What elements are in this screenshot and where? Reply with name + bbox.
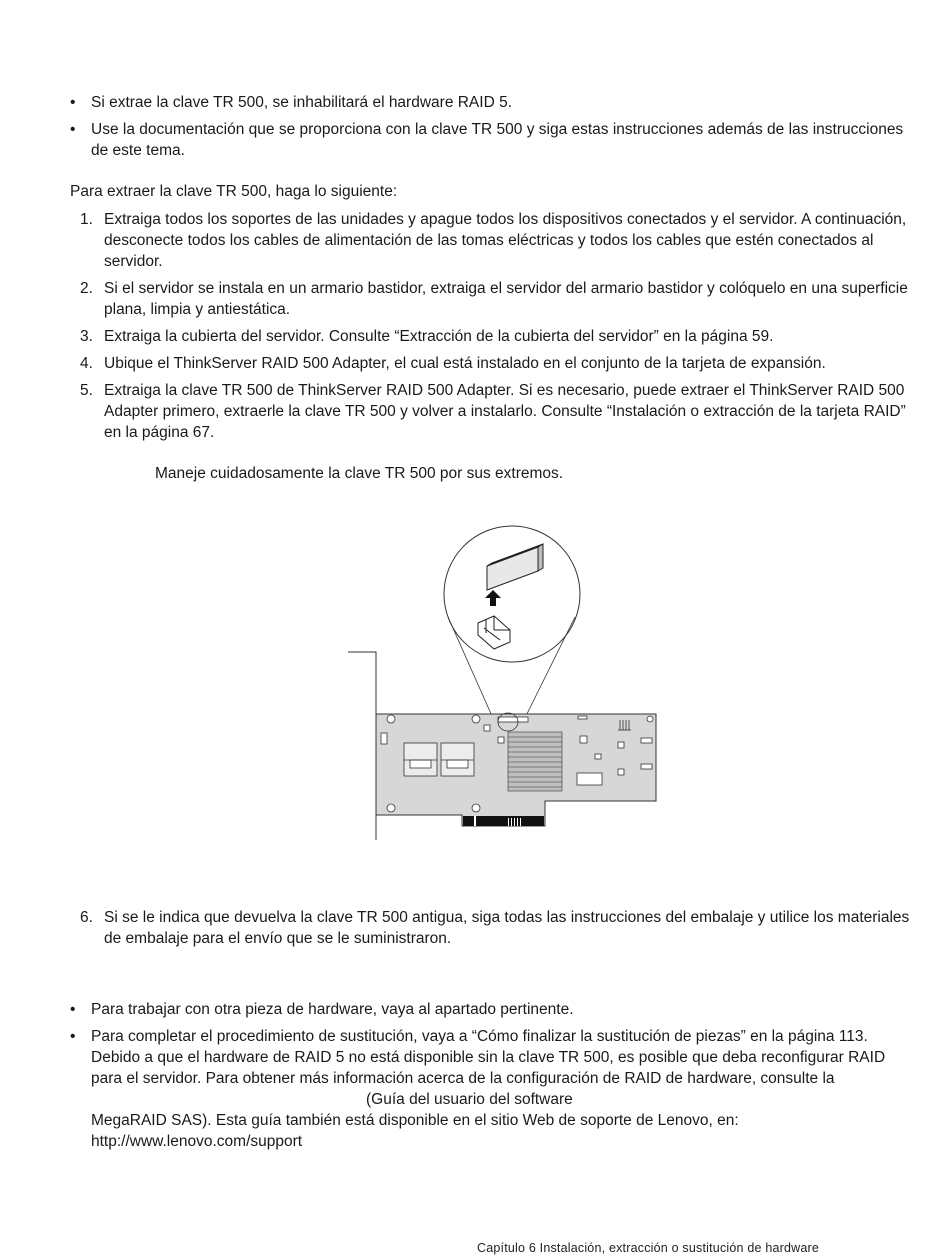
bullet-text: Para completar el procedimiento de sustitución, vaya a “Cómo finalizar la sustitución de piezas” en la página 113. Debido a que el hardware de RAID 5 no está disponible sin la clave TR 500, es posible que deba reconfigurar RAID para el servidor. Para obtener más información acerca de la configuración de RAID de hardware, consulte la [91, 1028, 886, 1087]
bullet-text-continued: MegaRAID SAS). Esta guía también está disponible en el sitio Web de soporte de Lenovo, en: [91, 1112, 739, 1129]
bullet-dot: • [70, 94, 76, 111]
step-item [80, 326, 910, 347]
step-text: Si el servidor se instala en un armario bastidor, extraiga el servidor del armario bastidor y colóquelo en una superficie plana, limpia y antiestática. [104, 280, 908, 318]
step-text: Extraiga la clave TR 500 de ThinkServer RAID 500 Adapter. Si es necesario, puede extraer el ThinkServer RAID 500 Adapter primero, extraerle la clave TR 500 y volver a instalarlo. Consulte “Instalación o extracción de la tarjeta RAID” en la página 67. [104, 382, 906, 441]
steps-list-continued [80, 907, 910, 955]
list-item [70, 1026, 910, 1152]
list-item [70, 119, 910, 161]
step-item [80, 907, 910, 949]
step-number: 2. [80, 280, 93, 297]
page-footer: Capítulo 6 Instalación, extracción o sustitución de hardware [477, 1241, 820, 1255]
step-item [80, 209, 910, 272]
raid-adapter-illustration [340, 520, 670, 850]
step-number: 4. [80, 355, 93, 372]
bullet-dot: • [70, 1028, 76, 1045]
step-number: 3. [80, 328, 93, 345]
step-item [80, 278, 910, 320]
bullet-dot: • [70, 121, 76, 138]
step-number: 1. [80, 211, 93, 228]
bullet-list-bottom [70, 999, 910, 1158]
heatsink [508, 732, 562, 791]
step-number: 5. [80, 382, 93, 399]
pci-bracket [348, 652, 376, 840]
note-text: Maneje cuidadosamente la clave TR 500 por sus extremos. [155, 465, 564, 482]
steps-list [80, 209, 910, 449]
magnifier-circle [444, 526, 580, 662]
bullet-list-top [70, 92, 910, 167]
bullet-text-guide-title: (Guía del usuario del software [366, 1091, 573, 1108]
step-text: Extraiga la cubierta del servidor. Consulte “Extracción de la cubierta del servidor” en la página 59. [104, 328, 774, 345]
list-item [70, 92, 910, 113]
support-link[interactable]: http://www.lenovo.com/support [91, 1133, 303, 1150]
step-number: 6. [80, 909, 93, 926]
bullet-text: Si extrae la clave TR 500, se inhabilitará el hardware RAID 5. [91, 94, 513, 111]
step-text: Si se le indica que devuelva la clave TR 500 antigua, siga todas las instrucciones del embalaje y utilice los materiales de embalaje para el envío que se le suministraron. [104, 909, 910, 947]
bullet-text: Use la documentación que se proporciona con la clave TR 500 y siga estas instrucciones además de las instrucciones de este tema. [91, 121, 904, 159]
intro-paragraph: Para extraer la clave TR 500, haga lo siguiente: [70, 183, 398, 200]
pcie-edge-connector [463, 816, 544, 826]
step-text: Ubique el ThinkServer RAID 500 Adapter, el cual está instalado en el conjunto de la tarjeta de expansión. [104, 355, 826, 372]
step-text: Extraiga todos los soportes de las unidades y apague todos los dispositivos conectados y el servidor. A continuación, desconecte todos los cables de alimentación de las tomas eléctricas y todos los cables que estén conectados al servidor. [104, 211, 907, 270]
sas-connector [441, 743, 474, 776]
step-item [80, 353, 910, 374]
step-item [80, 380, 910, 443]
bullet-text: Para trabajar con otra pieza de hardware, vaya al apartado pertinente. [91, 1001, 574, 1018]
sas-connector [404, 743, 437, 776]
list-item [70, 999, 910, 1020]
bullet-dot: • [70, 1001, 76, 1018]
